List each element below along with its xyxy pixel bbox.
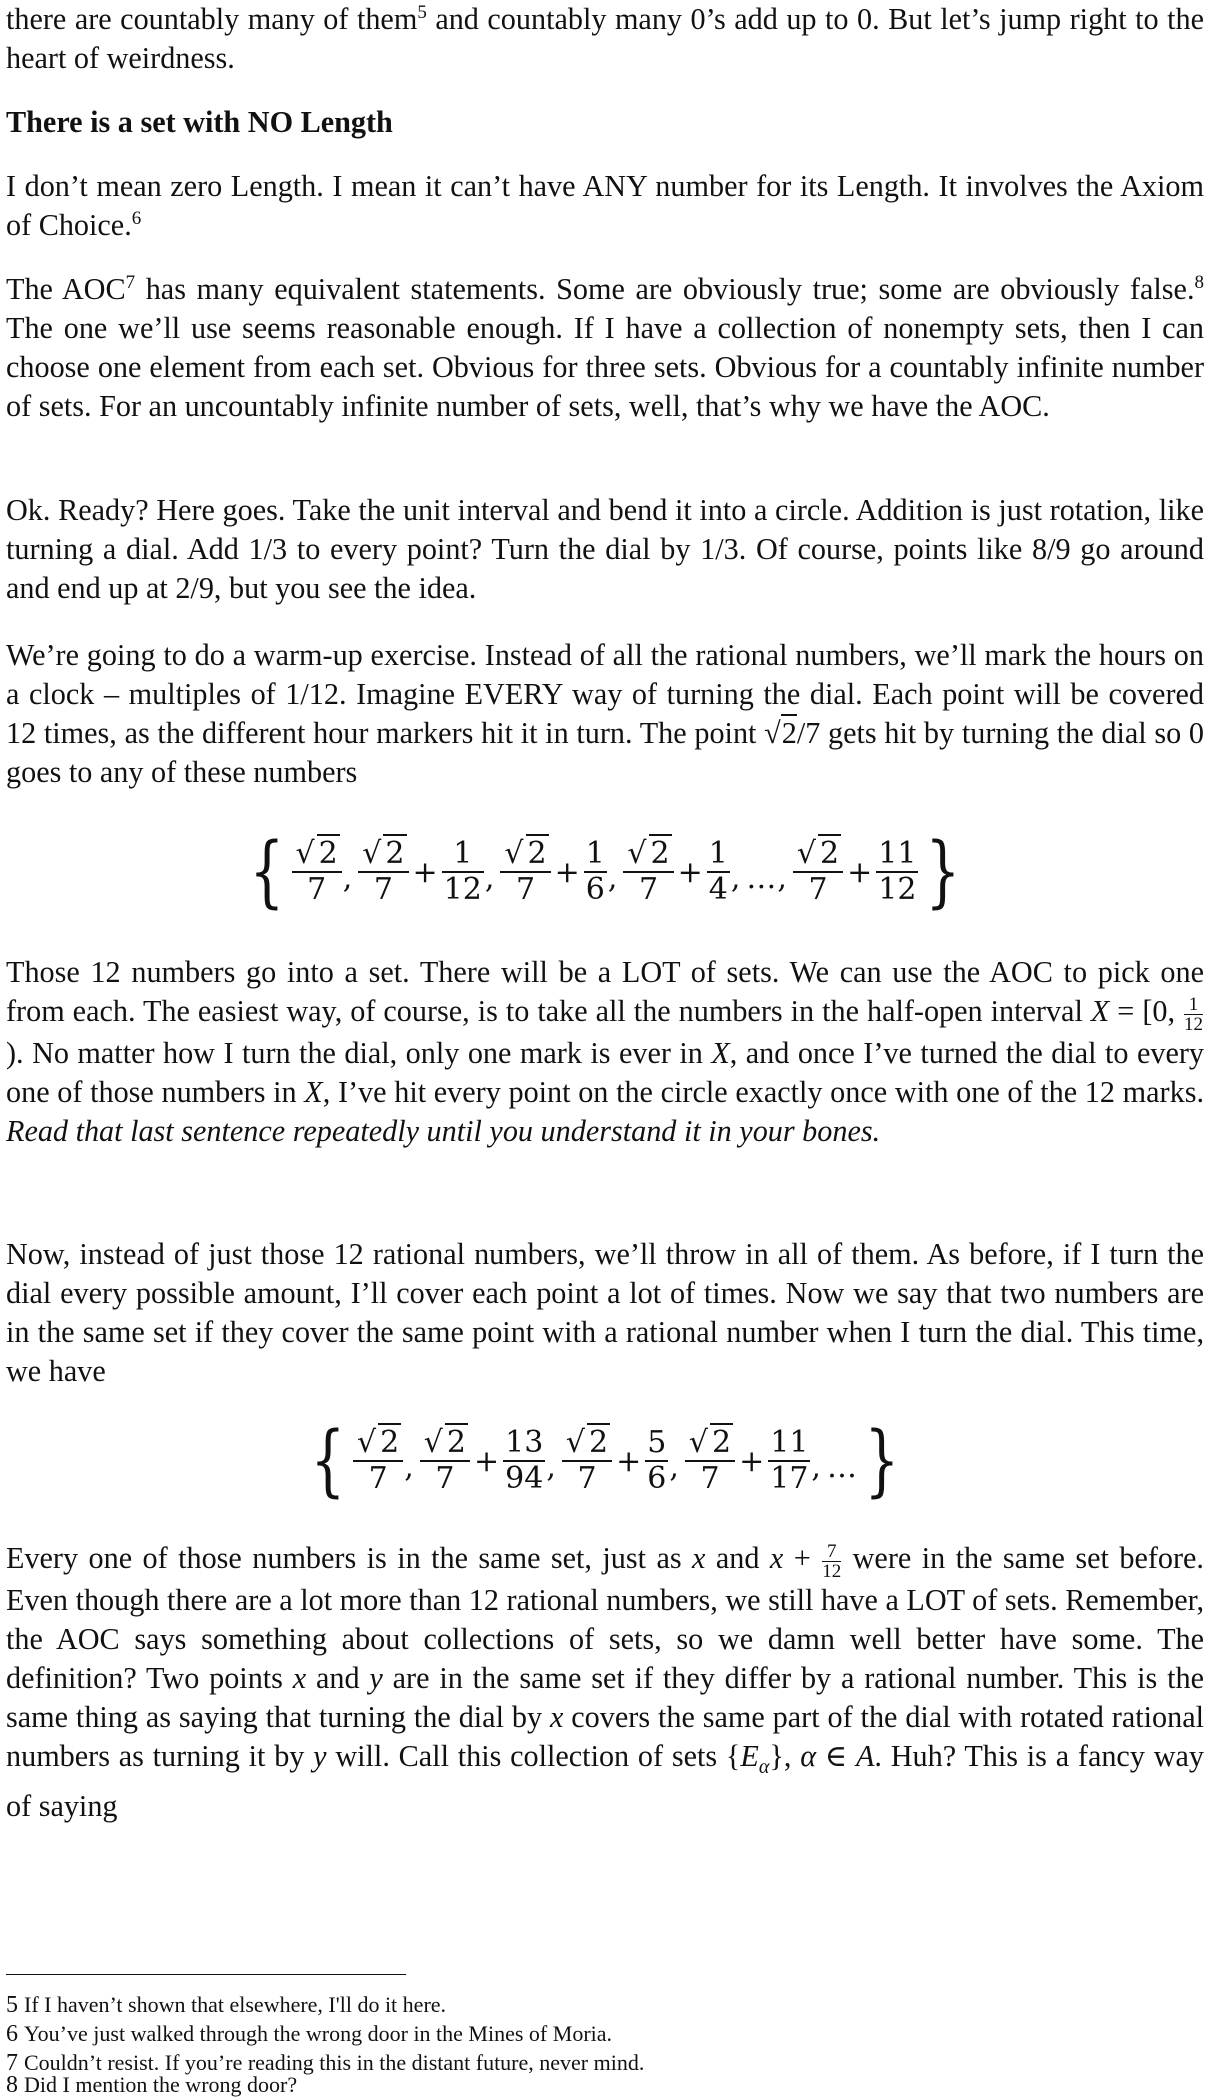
italic-text: Read that last sentence repeatedly until you understand it in your bones. — [6, 1113, 881, 1148]
math-var: X — [304, 1074, 323, 1109]
fraction: $\frac{7}{12}$ — [822, 1540, 842, 1582]
math-var: y — [369, 1660, 383, 1695]
text: Those 12 numbers go into a set. There will be a LOT of sets. We can use the AOC to pick one from each. The easiest way, of course, is to take all the numbers in the half-open interval — [6, 955, 1204, 1028]
text: ∈ — [816, 1738, 856, 1773]
fraction: $\frac{√ 2}{7}$ — [292, 837, 342, 907]
text: were in the same set before. Even though there are a lot more than 12 rational numbers, we still have a LOT of sets. Remember, the AOC says something about collections of sets, so we damn well better have some. The definition? Two points — [6, 1541, 1204, 1695]
sqrt-radicand: 2 — [781, 716, 797, 750]
paragraph-definition — [6, 1539, 1204, 1826]
fraction: $\frac{√ 2}{7}$ — [353, 1426, 403, 1496]
math-subscript: α — [758, 1755, 770, 1778]
paragraph-warmup — [6, 636, 1204, 792]
footnote-divider — [6, 1974, 406, 1975]
text: }, — [769, 1738, 801, 1773]
text: covers the same part of the dial with rotated rational numbers as turning it by — [6, 1699, 1204, 1773]
section-heading: There is a set with NO Length — [6, 105, 393, 139]
text: We’re going to do a warm-up exercise. Instead of all the rational numbers, we’ll mark the hours on a clock – multiples of 1/12. Imagine EVERY way of turning the dial. Each point will be covered 12 times, as the different hour markers hit it in turn. The point — [6, 638, 1204, 750]
text: and — [705, 1541, 770, 1575]
math-var: E — [740, 1738, 759, 1773]
footnote-ref: 6 — [131, 208, 142, 229]
fraction: $\frac{5}{6}$ — [647, 1425, 667, 1496]
fraction: $\frac{11}{12}$ — [878, 836, 917, 907]
paragraph-rationals: Now, instead of just those 12 rational numbers, we’ll throw in all of them. As before, if I turn the dial every possible amount, I’ll cover each point a lot of times. Now we say that two numbers are in the same set if they cover the same point with a rational number when I turn the dial. This time, we have — [6, 1237, 1204, 1388]
text: = [0, — [1109, 994, 1184, 1028]
math-var: x — [549, 1699, 564, 1734]
text: has many equivalent statements. Some are obviously true; some are obviously false. — [135, 272, 1195, 306]
footnote-7: 7 Couldn’t resist. If you’re reading this in the distant future, never mind. — [6, 2050, 645, 2076]
text: Every one of those numbers is in the same set, just as — [6, 1541, 693, 1575]
math-var: y — [313, 1738, 327, 1773]
footnote-6: 6 You’ve just walked through the wrong door in the Mines of Moria. — [6, 2021, 613, 2047]
paragraph-no-length — [6, 167, 1204, 245]
fraction: $\frac{√ 2}{7}$ — [562, 1426, 612, 1496]
text: are in the same set if they differ by a rational number. This is the same thing as saying that turning the dial by — [6, 1660, 1204, 1734]
text: , and once I’ve turned the dial to every one of those numbers in — [6, 1035, 1204, 1109]
footnote-ref: 7 — [125, 272, 136, 293]
math-var: X — [1090, 994, 1110, 1028]
fraction: $\frac{√ 2}{7}$ — [685, 1426, 735, 1496]
fraction: $\frac{1}{4}$ — [708, 836, 728, 907]
footnote-5: 5 If I haven’t shown that elsewhere, I'll do it here. — [6, 1992, 447, 2018]
paragraph-interval — [6, 953, 1204, 1151]
text: I don’t mean zero Length. I mean it can’t have ANY number for its Length. It involves the Axiom of Choice. — [6, 169, 1204, 242]
paragraph-intro — [6, 0, 1204, 78]
text: there are countably many of them — [6, 2, 418, 36]
math-var: A — [855, 1738, 875, 1773]
paragraph-aoc — [6, 270, 1204, 426]
footnote-ref: 8 — [1194, 272, 1204, 293]
fraction: $\frac{1}{12}$ — [1184, 993, 1204, 1035]
fraction: $\frac{1}{6}$ — [585, 836, 605, 907]
text: The one we’ll use seems reasonable enough. If I have a collection of nonempty sets, then I can choose one element from each set. Obvious for three sets. Obvious for a countably infinite number of sets. For an uncountably infinite number of sets, well, that’s why we have the AOC. — [6, 311, 1204, 423]
text: . Huh? This is a fancy way of saying — [6, 1738, 1204, 1823]
math-var: X — [711, 1035, 730, 1070]
equation-clock-set: { $\frac{√ 2}{7}$ , $\frac{√ 2}{7}$ + $\frac{1}{12}$ , $\frac{√ 2}{7}$ + $\frac{1}{6}$ , $\frac{√ 2}{7}$ + $\frac{1}{4}$ , … , $\frac{√ 2}{7}$ + $\frac{11}{12}$ } — [249, 827, 961, 917]
fraction: $\frac{√ 2}{7}$ — [420, 1426, 470, 1496]
fraction: $\frac{√ 2}{7}$ — [793, 837, 843, 907]
fraction: $\frac{11}{17}$ — [770, 1425, 809, 1496]
text: + — [783, 1541, 822, 1575]
fraction: $\frac{√ 2}{7}$ — [500, 837, 550, 907]
sqrt-symbol: √ — [764, 716, 781, 750]
text: , I’ve hit every point on the circle exactly once with one of the 12 marks. — [322, 1074, 1204, 1109]
footnote-8: 8 Did I mention the wrong door? — [6, 2072, 298, 2098]
math-var: x — [769, 1541, 784, 1575]
fraction: $\frac{13}{94}$ — [505, 1425, 544, 1496]
footnote-ref: 5 — [417, 2, 427, 23]
fraction: $\frac{√ 2}{7}$ — [358, 837, 408, 907]
fraction: $\frac{1}{12}$ — [443, 836, 482, 907]
math-var: x — [292, 1660, 307, 1695]
text: The AOC — [6, 272, 126, 306]
text: and — [306, 1660, 370, 1695]
text: ). No matter how I turn the dial, only one mark is ever in — [6, 1035, 712, 1070]
math-var: α — [800, 1738, 817, 1773]
fraction: $\frac{√ 2}{7}$ — [623, 837, 673, 907]
text: /7 gets hit by turning the dial so 0 goes to any of these numbers — [6, 716, 1204, 789]
text: will. Call this collection of sets { — [326, 1738, 741, 1773]
equation-rational-set: { $\frac{√ 2}{7}$ , $\frac{√ 2}{7}$ + $\frac{13}{94}$ , $\frac{√ 2}{7}$ + $\frac{5}{6}$ , $\frac{√ 2}{7}$ + $\frac{11}{17}$ , … } — [310, 1416, 900, 1506]
paragraph-circle: Ok. Ready? Here goes. Take the unit interval and bend it into a circle. Addition is just rotation, like turning a dial. Add 1/3 to every point? Turn the dial by 1/3. Of course, points like 8/9 go around and end up at 2/9, but you see the idea. — [6, 493, 1204, 605]
text: and countably many 0’s add up to 0. But let’s jump right to the heart of weirdness. — [6, 2, 1205, 75]
math-var: x — [692, 1541, 706, 1575]
